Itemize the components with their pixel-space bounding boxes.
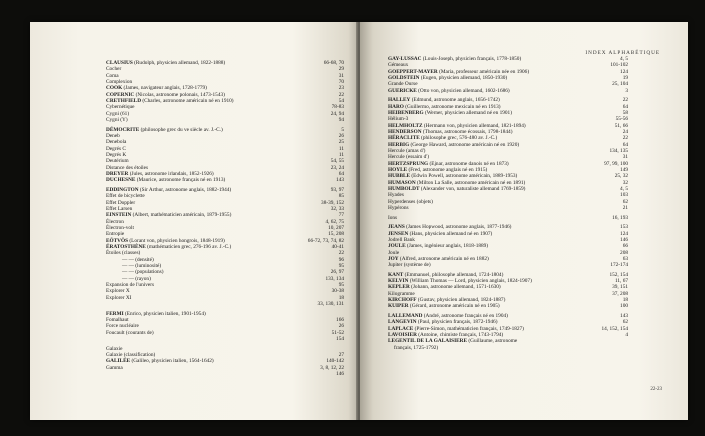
entry-pages: 64: [622, 103, 628, 110]
entry-pages: 149: [620, 167, 628, 174]
entry-pages: 77: [338, 212, 344, 219]
entry-pages: 30-38: [331, 288, 344, 295]
entry-name: Jupiter (système de): [388, 262, 431, 269]
entry-pages: 11: [338, 145, 344, 152]
entry-pages: 16, 193: [612, 214, 628, 221]
entry-name: Hercule (essaim d'): [388, 154, 429, 161]
entry-name: JOULE: [388, 243, 406, 250]
entry-pages: 15, 208: [328, 231, 344, 238]
entry-description: (philosophe grec, 576-480 av. J.-C.): [419, 135, 498, 142]
entry-name: Étoiles (classes): [106, 250, 141, 257]
entry-name: HALLEY: [388, 97, 411, 104]
entry-name: DREYER: [106, 171, 129, 178]
entry-name: COPERNIC: [106, 91, 135, 98]
entry-name: Galaxie (classification): [106, 351, 156, 358]
entry-pages: 3: [625, 87, 628, 94]
entry-name: HÉRACLITE: [388, 135, 420, 142]
entry-name: Effet Doppler: [106, 199, 136, 206]
entry-name: Cygni (61): [106, 110, 130, 117]
entry-description: (James Hopwood, astronome anglais, 1877-1946): [404, 224, 512, 231]
entry-pages: 101-102: [610, 62, 628, 69]
entry-pages: 85: [338, 193, 344, 200]
entry-description: (Antoine, chimiste français, 1743-1794): [416, 332, 504, 339]
entry-pages: 124: [620, 230, 628, 237]
entry-pages: 66-72, 73, 74, 82: [307, 237, 344, 244]
entry-pages: 55-56: [615, 116, 628, 123]
entry-name: Complexion: [106, 79, 133, 86]
entry-pages: 146: [620, 236, 628, 243]
entry-pages: 95: [338, 263, 344, 270]
index-entry-text: [106, 117, 128, 123]
entry-description: (Otto von, physicien allemand, 1602-1686): [416, 87, 510, 94]
entry-name: Ions: [388, 214, 398, 221]
entry-name: LALLEMAND: [388, 313, 423, 319]
index-entry: [106, 371, 344, 377]
entry-name: Électron: [106, 218, 124, 225]
entry-pages: 172-174: [610, 262, 628, 269]
entry-description: (Charles, astronome américain né en 1910): [141, 98, 234, 105]
entry-pages: 94: [338, 117, 344, 124]
index-entry: [106, 301, 344, 307]
entry-name: GAY-LUSSAC: [388, 56, 422, 62]
entry-pages: 166: [336, 316, 344, 323]
entry-name: Cocher: [106, 66, 122, 73]
entry-name: Cybernétique: [106, 104, 135, 111]
entry-name: Cygni (Y): [106, 117, 128, 124]
entry-name: Degrés K: [106, 152, 127, 158]
entry-name: CLAUSIUS: [106, 60, 133, 66]
entry-description: (mathématicien grec, 276-196 av. J.-C.): [145, 244, 232, 250]
entry-name: Force nucléaire: [106, 323, 139, 330]
entry-pages: 66-68, 70: [323, 60, 344, 66]
entry-name: HUMBOLDT: [388, 186, 420, 193]
entry-pages: 32: [622, 179, 628, 186]
entry-name: LEGENTIL DE LA GALAISIERE: [388, 338, 468, 345]
entry-name: ÉRATOSTHÈNE: [106, 244, 146, 250]
entry-pages: 63: [622, 255, 628, 262]
entry-name: Effet de bicyclette: [106, 193, 145, 200]
entry-description: (Louis-Joseph, physicien français, 1778-1850): [421, 56, 522, 62]
entry-name: HERTZSPRUNG: [388, 160, 429, 167]
entry-description: (Eugen, physicien allemand, 1850-1930): [419, 75, 508, 82]
entry-description: (Guillermo, astronome mexicain né en 1913): [403, 103, 501, 110]
entry-description: (Enrico, physicien italien, 1901-1954): [123, 310, 206, 317]
entry-name: KEPLER: [388, 284, 410, 291]
entry-pages: 18: [338, 294, 344, 301]
entry-pages: 62: [622, 198, 628, 205]
entry-description: (Maria, professeur américain née en 1906): [437, 68, 530, 75]
entry-pages: 153: [620, 224, 628, 231]
entry-name: — — (luminosité): [122, 263, 162, 270]
entry-pages: 154: [336, 336, 344, 342]
entry-pages: 31: [338, 72, 344, 79]
entry-name: GUERICKE: [388, 87, 417, 94]
entry-pages: 133, 134: [325, 275, 344, 282]
index-entry-text: [388, 205, 409, 211]
entry-name: — — (populations): [122, 269, 164, 276]
entry-pages: 26: [338, 132, 344, 139]
entry-name: Coma: [106, 72, 119, 79]
entry-pages: 29: [338, 66, 344, 73]
entry-name: GOLDSTEIN: [388, 75, 420, 82]
entry-name: Explorer X: [106, 288, 130, 295]
entry-name: Électron-volt: [106, 224, 134, 231]
entry-pages: 64: [622, 141, 628, 148]
entry-name: Foucault (courants de): [106, 329, 154, 336]
entry-description: (William Thomas — Lord, physicien anglais, 1824-1907): [408, 278, 532, 285]
entry-pages: 23: [338, 85, 344, 92]
entry-pages: 124: [620, 68, 628, 75]
entry-pages: 25, 32: [614, 173, 628, 180]
index-entry-text: [388, 215, 397, 221]
entry-pages: 22: [338, 250, 344, 257]
entry-name: Deutérium: [106, 158, 129, 165]
entry-name: COOK: [106, 85, 123, 92]
right-index-column: [388, 56, 628, 351]
entry-name: LAVOISIER: [388, 332, 417, 339]
index-entry: [106, 336, 344, 342]
entry-description: (Albert, mathématicien américain, 1879-1955): [131, 212, 232, 219]
entry-description: (Milton La Salle, astronome américain né en 1891): [415, 179, 526, 186]
entry-pages: 93, 97: [330, 186, 344, 193]
entry-name: DÉMOCRITE: [106, 126, 140, 133]
open-book: [30, 22, 688, 420]
entry-description: (Nicolas, astronome polonais, 1473-1543): [134, 91, 225, 98]
entry-description: (Lorant von, physicien hongrois, 1848-1919): [128, 237, 225, 244]
entry-pages: 19: [622, 75, 628, 82]
entry-pages: 24, 94: [330, 110, 344, 117]
entry-description: (Galileo, physicien italien, 1564-1642): [130, 358, 214, 365]
entry-description: (Gérard, astronome américain né en 1905): [408, 303, 500, 310]
entry-name: HARO: [388, 103, 404, 110]
index-entry: [388, 262, 628, 268]
entry-name: Expansion de l'univers: [106, 282, 155, 289]
entry-name: Hyades: [388, 192, 404, 199]
entry-name: KIRCHOFF: [388, 297, 417, 304]
entry-pages: 70: [338, 79, 344, 86]
entry-description: (Fred, astronome anglais né en 1915): [407, 167, 488, 174]
entry-pages: 11, 67: [614, 278, 628, 285]
entry-name: Degrés C: [106, 145, 126, 152]
entry-name: EINSTEIN: [106, 212, 132, 219]
entry-name: Hélium-3: [388, 116, 409, 123]
entry-name: EDDINGTON: [106, 186, 139, 193]
entry-description: (Jules, astronome irlandais, 1852-1926): [128, 171, 214, 178]
entry-name: Entropie: [106, 231, 125, 238]
entry-pages: 40-41: [331, 244, 344, 250]
entry-pages: 33, 130, 131: [317, 301, 344, 308]
left-index-column: [106, 60, 344, 377]
entry-description: (Paul, physicien français, 1872-1946): [416, 319, 498, 326]
entry-description: français, 1725-1792): [394, 344, 439, 351]
entry-name: Hyperdenses (objets): [388, 198, 433, 205]
entry-description: (George Haward, astronome américain né en 1920): [409, 141, 520, 148]
entry-name: Hypérons: [388, 205, 409, 212]
entry-pages: 58: [622, 109, 628, 116]
entry-description: (Alexander von, naturaliste allemand 1769-1859): [419, 186, 526, 193]
index-entry: [106, 177, 344, 183]
entry-name: LAPLACE: [388, 325, 414, 332]
entry-pages: 4: [625, 332, 628, 339]
entry-pages: 18: [622, 297, 628, 304]
entry-pages: 66: [622, 243, 628, 250]
entry-name: HOYLE: [388, 167, 408, 174]
entry-name: Distance des étoiles: [106, 164, 149, 171]
entry-name: KELVIN: [388, 278, 409, 285]
entry-pages: 10, 207: [328, 224, 344, 231]
entry-pages: 11: [338, 152, 344, 158]
entry-description: (Ejnar, astronome danois né en 1873): [428, 160, 509, 167]
entry-pages: 37, 208: [612, 290, 628, 297]
entry-name: FERMI: [106, 310, 124, 317]
entry-name: GOEPPERT-MAYER: [388, 68, 438, 75]
index-entry: [388, 205, 628, 211]
index-entry-text: [394, 345, 438, 351]
entry-description: (Hans, physicien allemand né en 1907): [408, 230, 493, 237]
entry-name: JENSEN: [388, 230, 409, 237]
entry-pages: 97, 99, 100: [604, 160, 628, 167]
entry-name: Grande Ourse: [388, 81, 418, 88]
entry-pages: 22: [622, 97, 628, 104]
entry-pages: 22: [338, 91, 344, 98]
index-entry-text: [388, 88, 510, 94]
entry-name: EÖTVÖS: [106, 237, 129, 244]
entry-pages: 4, 62, 75: [325, 218, 344, 225]
entry-name: Galaxie: [106, 345, 123, 352]
entry-pages: 4, 5: [620, 186, 628, 193]
entry-pages: 26, 97: [330, 269, 344, 276]
entry-pages: 140-142: [326, 358, 344, 365]
entry-name: Hercule (amas d'): [388, 148, 426, 154]
index-entry: [388, 303, 628, 309]
entry-name: JEANS: [388, 224, 405, 231]
entry-pages: 51-52: [331, 329, 344, 336]
index-entry-text: [106, 177, 225, 183]
entry-pages: 134, 135: [609, 148, 628, 154]
entry-name: Kilogramme: [388, 290, 415, 297]
entry-pages: 3, 8, 12, 22: [320, 364, 344, 371]
entry-name: LANGEVIN: [388, 319, 417, 326]
entry-pages: 103: [620, 192, 628, 199]
entry-pages: 54: [338, 98, 344, 105]
entry-name: Gémeaux: [388, 62, 409, 69]
entry-name: HUBBLE: [388, 173, 411, 180]
entry-pages: 25: [338, 139, 344, 146]
entry-name: KUIPER: [388, 303, 409, 310]
entry-pages: 24: [622, 128, 628, 135]
entry-description: (James, navigateur anglais, 1728-1779): [122, 85, 207, 92]
entry-name: DUCHESNE: [106, 177, 136, 184]
entry-description: (Johann, astronome allemand, 1571-1630): [409, 284, 501, 291]
entry-pages: 64: [338, 171, 344, 178]
entry-pages: 51, 66: [614, 122, 628, 129]
entry-description: (Gustav, physicien allemand, 1824-1887): [416, 297, 506, 304]
entry-pages: 22: [622, 135, 628, 142]
entry-name: CRETHFIELD: [106, 98, 142, 105]
entry-name: HENDERSON: [388, 128, 422, 135]
entry-pages: 95: [338, 282, 344, 289]
entry-pages: 39, 151: [612, 284, 628, 291]
entry-name: HUMASON: [388, 179, 416, 186]
entry-description: (Sir Arthur, astronome anglais, 1882-1944): [138, 186, 232, 193]
entry-name: Jodrell Bank: [388, 236, 415, 243]
entry-name: Denebola: [106, 139, 127, 146]
entry-pages: 31: [622, 154, 628, 161]
entry-pages: 54, 55: [330, 158, 344, 165]
page-number: 22-23: [650, 387, 662, 392]
entry-description: (Werner, physicien allemand né en 1901): [423, 109, 512, 116]
entry-name: Explorer XI: [106, 294, 132, 301]
entry-name: GALILÉE: [106, 358, 131, 365]
entry-name: JOY: [388, 255, 399, 262]
entry-pages: 14, 152, 154: [601, 325, 628, 332]
entry-name: HELMHOLTZ: [388, 122, 423, 129]
entry-pages: 26: [338, 323, 344, 330]
entry-pages: 38-39, 152: [321, 199, 344, 206]
entry-name: Joule: [388, 249, 400, 256]
index-entry: [388, 345, 628, 351]
entry-description: (Emmanuel, philosophe allemand, 1724-1804): [403, 271, 504, 278]
entry-name: KANT: [388, 271, 404, 278]
entry-description: (Maurice, astronome français né en 1913): [135, 177, 226, 184]
index-entry: [388, 215, 628, 221]
entry-pages: 78-83: [331, 104, 344, 111]
entry-pages: 100: [620, 303, 628, 310]
entry-pages: 143: [336, 177, 344, 184]
entry-name: — — (rayon): [122, 275, 151, 282]
entry-pages: 21: [622, 205, 628, 212]
entry-pages: 4, 5: [620, 56, 628, 62]
entry-description: (philosophe grec du ve siècle av. J.-C.): [139, 126, 223, 133]
left-page: [30, 22, 358, 420]
index-entry-text: [388, 303, 500, 309]
entry-description: (Hermann von, physicien allemand, 1821-1894): [422, 122, 526, 129]
entry-description: (Edwin Powell, astronome américain, 1889-1953): [410, 173, 518, 180]
entry-name: Deneb: [106, 132, 120, 139]
running-header: INDEX ALPHABÉTIQUE: [585, 50, 660, 56]
entry-pages: 143: [620, 313, 628, 319]
entry-pages: 96: [338, 256, 344, 263]
entry-pages: 27: [338, 351, 344, 358]
index-entry: [106, 117, 344, 123]
entry-description: (Thomas, astronome écossais, 1798-1844): [421, 128, 513, 135]
entry-name: HERBIG: [388, 141, 410, 148]
entry-pages: 208: [620, 249, 628, 256]
entry-pages: 5: [341, 126, 344, 133]
index-entry: [388, 88, 628, 94]
entry-pages: 25, 104: [612, 81, 628, 88]
entry-pages: 23, 24: [330, 164, 344, 171]
entry-pages: 62: [622, 319, 628, 326]
entry-pages: 146: [336, 370, 344, 377]
entry-name: — — (densité): [122, 256, 154, 263]
entry-description: (André, astronome français né en 1904): [422, 313, 508, 319]
entry-description: (Guillaume, astronome: [467, 338, 518, 345]
entry-description: (Pierre-Simon, mathématicien français, 1749-1827): [413, 325, 524, 332]
entry-name: Effet Larsen: [106, 205, 133, 212]
index-entry-text: [388, 262, 431, 268]
right-page: [360, 22, 688, 420]
entry-name: HEIBENBERG: [388, 109, 424, 116]
entry-description: (James, ingénieur anglais, 1818-1889): [405, 243, 489, 250]
entry-description: (Rudolph, physicien allemand, 1822-1888): [132, 60, 226, 66]
entry-name: Fomalhaut: [106, 316, 129, 323]
entry-description: (Edmund, astronome anglais, 1656-1742): [410, 97, 500, 104]
entry-pages: 32, 33: [330, 205, 344, 212]
entry-description: (Alfred, astronome américain né en 1882): [398, 255, 489, 262]
entry-name: Gamma: [106, 364, 123, 371]
entry-pages: 152, 154: [609, 271, 628, 278]
